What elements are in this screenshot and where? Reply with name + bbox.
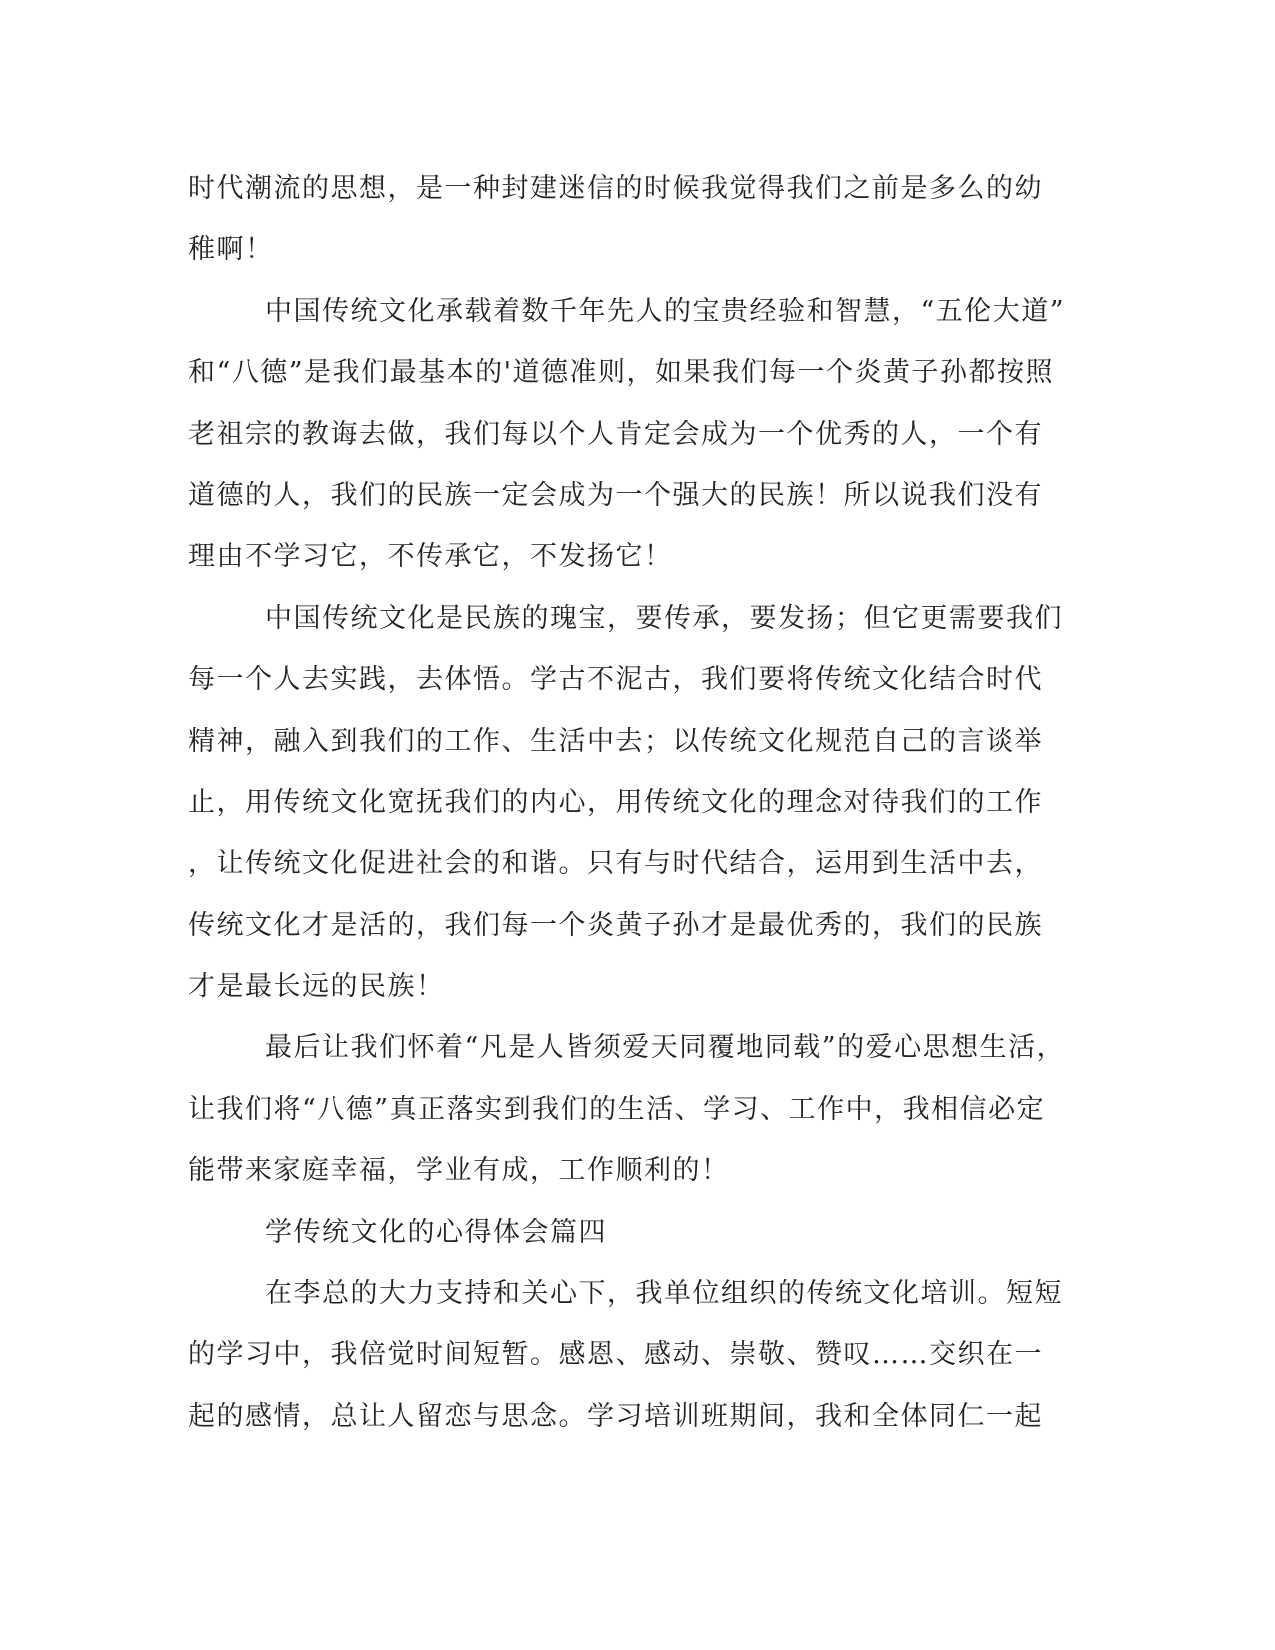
text-line: 起的感情，总让人留恋与思念。学习培训班期间，我和全体同仁一起 bbox=[188, 1400, 1043, 1432]
text-line: 能带来家庭幸福，学业有成，工作顺利的！ bbox=[188, 1155, 730, 1187]
text-line: 和“八德”是我们最基本的'道德准则，如果我们每一个炎黄子孙都按照 bbox=[188, 357, 1055, 389]
text-line: 时代潮流的思想，是一种封建迷信的时候我觉得我们之前是多么的幼 bbox=[188, 173, 1043, 204]
paragraph-first-line: 中国传统文化承载着数千年先人的宝贵经验和智慧，“五伦大道” bbox=[265, 295, 1066, 327]
text-line: 让我们将“八德”真正落实到我们的生活、学习、工作中，我相信必定 bbox=[188, 1093, 1046, 1125]
text-line: 传统文化才是活的，我们每一个炎黄子孙才是最优秀的，我们的民族 bbox=[188, 909, 1043, 941]
text-line: 的学习中，我倍觉时间短暂。感恩、感动、崇敬、赞叹……交织在一 bbox=[188, 1339, 1043, 1371]
paragraph-first-line: 在李总的大力支持和关心下，我单位组织的传统文化培训。短短 bbox=[265, 1278, 1063, 1310]
text-line: 理由不学习它，不传承它，不发扬它！ bbox=[188, 541, 673, 573]
paragraph-first-line: 学传统文化的心得体会篇四 bbox=[265, 1216, 607, 1248]
text-line: 止，用传统文化宽抚我们的内心，用传统文化的理念对待我们的工作 bbox=[188, 786, 1043, 818]
text-line: 道德的人，我们的民族一定会成为一个强大的民族！所以说我们没有 bbox=[188, 479, 1043, 511]
text-line: 精神，融入到我们的工作、生活中去；以传统文化规范自己的言谈举 bbox=[188, 725, 1043, 757]
paragraph-first-line: 最后让我们怀着“凡是人皆须爱天同覆地同载”的爱心思想生活， bbox=[265, 1032, 1066, 1064]
text-line: 老祖宗的教诲去做，我们每以个人肯定会成为一个优秀的人，一个有 bbox=[188, 418, 1043, 450]
document-body bbox=[188, 158, 1078, 1447]
text-line: 每一个人去实践，去体悟。学古不泥古，我们要将传统文化结合时代 bbox=[188, 664, 1043, 696]
text-line: 才是最长远的民族！ bbox=[188, 971, 445, 1003]
paragraph-first-line: 中国传统文化是民族的瑰宝，要传承，要发扬；但它更需要我们 bbox=[265, 602, 1063, 634]
text-line: 稚啊！ bbox=[188, 234, 274, 266]
text-line: ，让传统文化促进社会的和谐。只有与时代结合，运用到生活中去， bbox=[188, 848, 1043, 880]
